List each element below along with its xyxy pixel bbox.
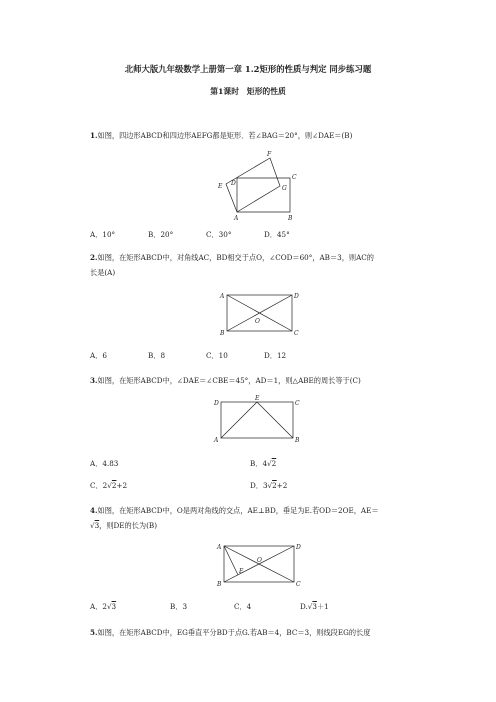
figure-q1 — [212, 148, 302, 222]
question-2-text: 2.如图，在矩形ABCD中，对角线AC，BD相交于点O，∠COD＝60°，AB＝3，则AC的 长是(A) — [90, 253, 374, 277]
figure-q3 — [210, 394, 310, 448]
page-subtitle: 第1课时 矩形的性质 — [210, 87, 286, 96]
label-D: D — [296, 544, 301, 551]
q4-option-a: A．2√3 — [90, 602, 117, 611]
label-A: A — [214, 437, 219, 444]
label-A: A — [220, 293, 225, 300]
q1-option-c: C．30° — [206, 230, 232, 239]
label-C: C — [292, 174, 297, 181]
label-B: B — [217, 581, 222, 588]
question-3-text: 3.如图，在矩形ABCD中，∠DAE＝∠CBE＝45°，AD＝1，则△ABE的周长等于(C) — [90, 376, 361, 385]
question-1-text: 1.如图，四边形ABCD和四边形AEFG都是矩形．若∠BAG＝20°，则∠DAE＝(B) — [90, 131, 353, 140]
label-E: E — [218, 183, 223, 190]
label-B: B — [295, 437, 300, 444]
label-D: D — [214, 400, 219, 407]
question-4-text: 4.如图，在矩形ABCD中，O是两对角线的交点，AE⊥BD，垂足为E.若OD＝2OE，AE＝ √3，则DE的长为(B) — [90, 506, 379, 530]
q2-option-c: C．10 — [206, 351, 228, 360]
page-title: 北师大版九年级数学上册第一章 1.2矩形的性质与判定 同步练习题 — [124, 64, 372, 74]
label-C: C — [296, 581, 301, 588]
q3-option-a: A．4.83 — [90, 459, 119, 468]
figure-q4 — [216, 540, 306, 590]
label-O: O — [255, 318, 260, 325]
q2-option-a: A．6 — [90, 351, 107, 360]
q1-option-b: B．20° — [148, 230, 174, 239]
label-F: F — [267, 151, 272, 158]
q3-option-c: C．2√2+2 — [90, 481, 128, 490]
q2-option-b: B．8 — [148, 351, 166, 360]
q4-option-d: D.√3＋1 — [300, 602, 329, 611]
question-5-text: 5.如图，在矩形ABCD中，EG垂直平分BD于点G.若AB＝4，BC＝3，则线段EG的长度 — [90, 628, 371, 637]
label-A: A — [217, 544, 222, 551]
figure-q2 — [218, 290, 308, 338]
label-B: B — [220, 330, 225, 337]
q2-option-d: D．12 — [264, 351, 287, 360]
label-D: D — [231, 180, 236, 187]
label-B: B — [288, 215, 293, 222]
label-D: D — [294, 293, 299, 300]
q1-option-d: D．45° — [264, 230, 290, 239]
label-C: C — [295, 400, 300, 407]
label-G: G — [282, 185, 287, 192]
label-E: E — [255, 395, 260, 402]
label-C: C — [294, 330, 299, 337]
label-A: A — [234, 215, 239, 222]
q1-option-a: A．10° — [90, 230, 116, 239]
label-O: O — [257, 557, 262, 564]
q4-option-b: B．3 — [170, 602, 188, 611]
label-E: E — [239, 568, 244, 575]
q4-option-c: C．4 — [234, 602, 252, 611]
q3-option-b: B．4√2 — [250, 459, 277, 468]
q3-option-d: D．3√2+2 — [250, 481, 288, 490]
